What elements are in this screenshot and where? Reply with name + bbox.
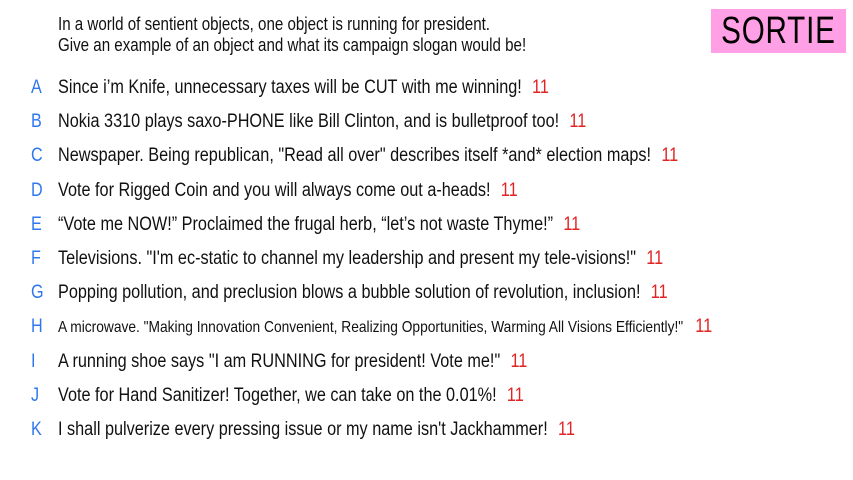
answer-text: I shall pulverize every pressing issue or my name isn't Jackhammer!: [58, 418, 548, 440]
answer-letter: G: [31, 282, 44, 304]
answer-content: [58, 350, 527, 374]
answer-letter: E: [31, 213, 42, 235]
answer-score: 11: [695, 316, 713, 338]
answer-text: Newspaper. Being republican, "Read all over" describes itself *and* election maps!: [58, 145, 652, 167]
answer-row-j[interactable]: [0, 380, 853, 414]
answer-text: Vote for Rigged Coin and you will always come out a-heads!: [58, 179, 491, 201]
answer-text: Vote for Hand Sanitizer! Together, we can take on the 0.01%!: [58, 384, 497, 406]
answer-score: 11: [532, 77, 549, 98]
answer-letter: A: [31, 77, 42, 98]
answer-row-a[interactable]: [0, 72, 853, 106]
answer-letter: B: [31, 111, 42, 133]
answer-score: 11: [650, 282, 668, 304]
answer-score: 11: [661, 145, 679, 167]
answer-content: [58, 144, 678, 168]
answer-text: A microwave. "Making Innovation Convenient, Realizing Opportunities, Warming All Visions Efficiently!": [58, 319, 684, 337]
answer-content: [58, 281, 668, 305]
answer-text: “Vote me NOW!” Proclaimed the frugal herb, “let’s not waste Thyme!”: [58, 213, 554, 235]
answer-content: [58, 315, 712, 340]
answer-row-k[interactable]: [0, 414, 853, 448]
answer-text: Popping pollution, and preclusion blows a bubble solution of revolution, inclusion!: [58, 282, 641, 304]
answer-score: 11: [558, 418, 575, 440]
answer-content: [58, 247, 663, 271]
answer-letter: C: [31, 145, 43, 167]
answer-content: [58, 384, 524, 408]
answer-letter: K: [31, 418, 42, 440]
prompt-line-1: In a world of sentient objects, one object is running for president.: [58, 14, 491, 34]
answer-content: [58, 110, 586, 134]
answer-row-h[interactable]: [0, 311, 853, 345]
answer-score: 11: [506, 384, 524, 406]
answer-content: [58, 76, 549, 100]
answer-row-g[interactable]: [0, 277, 853, 311]
answer-content: [58, 418, 575, 442]
answer-score: 11: [569, 111, 587, 133]
answer-content: [58, 213, 580, 237]
answer-row-d[interactable]: [0, 175, 853, 209]
answer-text: Nokia 3310 plays saxo-PHONE like Bill Clinton, and is bulletproof too!: [58, 111, 560, 133]
answer-row-b[interactable]: [0, 106, 853, 140]
answer-letter: F: [31, 247, 41, 269]
answer-content: [58, 179, 518, 203]
answer-score: 11: [500, 179, 518, 201]
sortie-label: SORTIE: [721, 10, 836, 52]
answer-score: 11: [510, 350, 528, 372]
answer-row-f[interactable]: [0, 243, 853, 277]
answer-text: Televisions. "I'm ec-static to channel my leadership and present my tele-visions!": [58, 247, 637, 269]
answer-row-e[interactable]: [0, 209, 853, 243]
answer-list: [0, 72, 853, 448]
prompt-text: [58, 14, 579, 56]
answer-row-c[interactable]: [0, 140, 853, 174]
answer-text: A running shoe says "I am RUNNING for president! Vote me!": [58, 350, 501, 372]
answer-letter: I: [31, 350, 36, 372]
answer-row-i[interactable]: [0, 346, 853, 380]
answer-letter: H: [31, 316, 43, 338]
prompt-line-2: Give an example of an object and what its campaign slogan would be!: [58, 35, 527, 55]
sortie-badge: [711, 9, 846, 53]
answer-score: 11: [646, 247, 664, 269]
answer-letter: J: [31, 384, 40, 406]
answer-score: 11: [563, 213, 581, 235]
answer-text: Since i’m Knife, unnecessary taxes will be CUT with me winning!: [58, 77, 522, 98]
answer-letter: D: [31, 179, 43, 201]
